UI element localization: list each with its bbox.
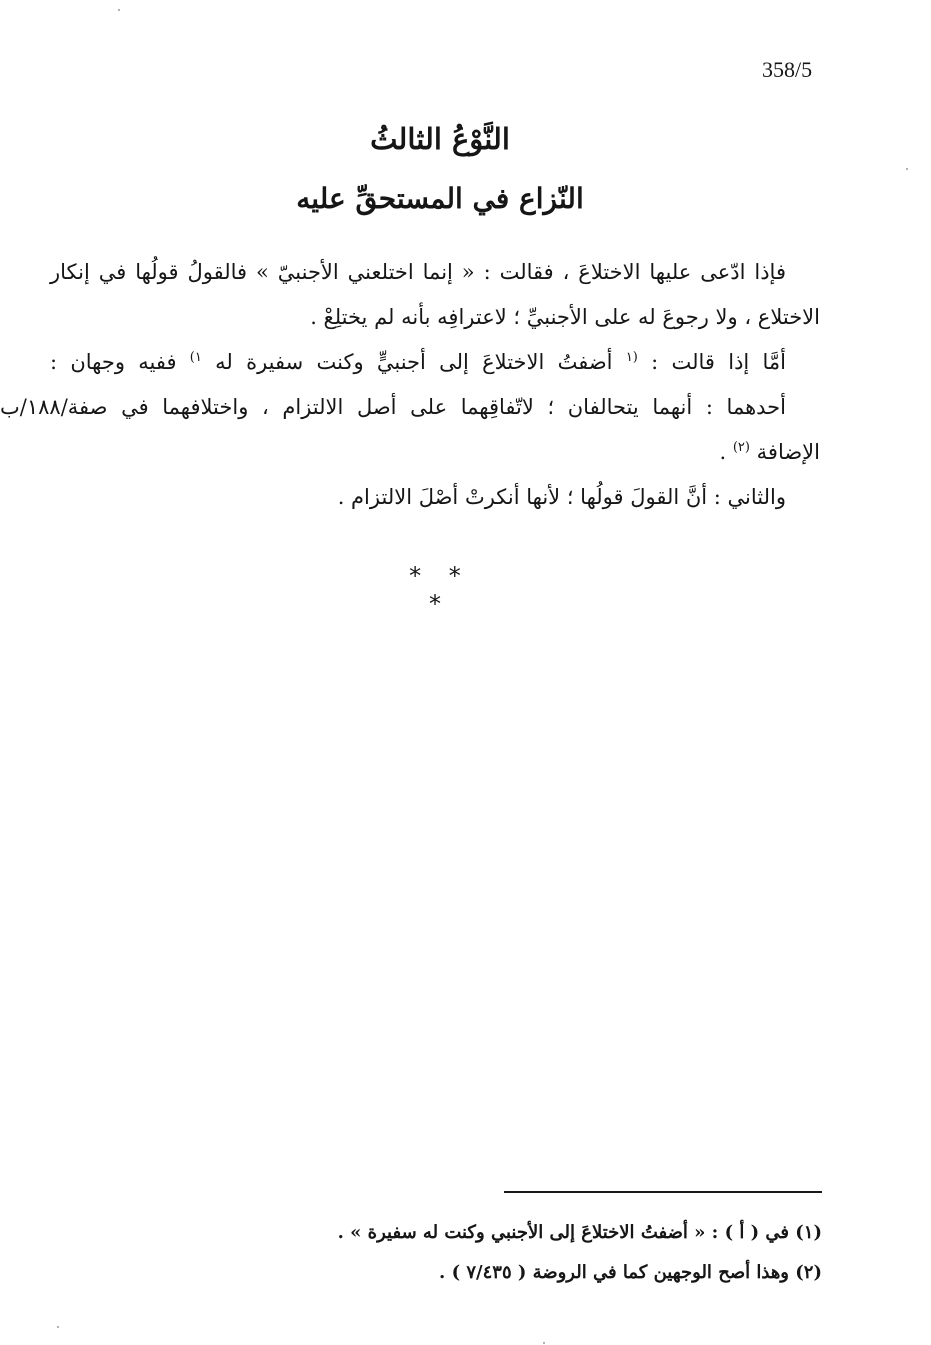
paragraph-2 <box>50 340 820 385</box>
paragraph-3-line-2-text: الإضافة <box>749 440 820 464</box>
scan-speck <box>118 9 120 11</box>
paragraph-3-line-1: أحدهما : أنهما يتحالفان ؛ لاتّفاقِهما على أصل الالتزام ، واختلافهما في صفة/١٨٨/ب <box>0 395 786 419</box>
scan-speck <box>543 1342 545 1344</box>
paragraph-3-line-2-end: . <box>719 440 733 464</box>
variant-close-mark: ١) <box>189 350 202 365</box>
page-number: 358/5 <box>762 57 813 82</box>
paragraph-1-line-2: الاختلاع ، ولا رجوعَ له على الأجنبيِّ ؛ لاعترافِه بأنه لم يختلِعْ . <box>310 305 820 329</box>
scan-speck <box>906 168 908 170</box>
paragraph-3-line-2 <box>50 430 820 475</box>
scan-speck <box>57 1326 59 1328</box>
paragraph-4-line-1: والثاني : أنَّ القولَ قولُها ؛ لأنها أنكرتْ أصْلَ الالتزام . <box>337 485 786 509</box>
paragraph-2-line-1 <box>50 340 820 385</box>
section-subheading: النّزاع في المستحقِّ عليه <box>296 182 584 215</box>
variant-open-mark: (١ <box>625 350 638 365</box>
footnote-2: (٢) وهذا أصح الوجهين كما في الروضة ( ٧/٤٣٥ ) . <box>439 1262 822 1283</box>
paragraph-2-text-before: أمَّا إذا قالت : <box>637 350 787 374</box>
paragraph-1 <box>50 250 820 340</box>
footnote-ref-2: (٢) <box>732 440 750 455</box>
paragraph-3 <box>0 385 820 475</box>
body-text <box>0 250 820 520</box>
section-separator: * * * <box>409 562 471 618</box>
footnotes <box>250 1213 822 1293</box>
footnote-1: (١) في ( أ ) : « أضفتُ الاختلاعَ إلى الأجنبي وكنت له سفيرة » . <box>337 1222 822 1243</box>
paragraph-1-line-1: فإذا ادّعى عليها الاختلاعَ ، فقالت : « إنما اختلعني الأجنبيّ » فالقولُ قولُها في إنكار <box>50 260 786 284</box>
paragraph-2-text-middle: أضفتُ الاختلاعَ إلى أجنبيٍّ وكنت سفيرة له <box>201 350 626 374</box>
paragraph-4 <box>50 475 820 520</box>
paragraph-2-text-after: ففيه وجهان : <box>50 350 190 374</box>
section-heading: النَّوْعُ الثالثُ <box>370 122 510 156</box>
footnote-divider <box>504 1191 822 1193</box>
